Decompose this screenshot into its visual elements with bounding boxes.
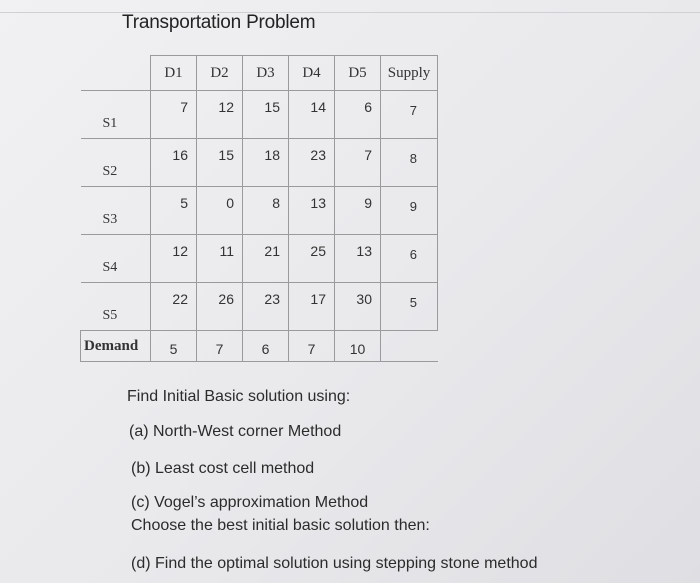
cost-cell: 23 [264,291,280,307]
cost-cell: 26 [218,291,234,307]
table-header-row [81,56,438,91]
cost-cell: 7 [180,99,188,115]
question-intro: Find Initial Basic solution using: [127,388,351,405]
question-b: (b) Least cost cell method [131,460,315,477]
cost-cell: 7 [364,147,372,163]
cost-cell: 15 [264,99,280,115]
column-header-d3: D3 [243,56,289,91]
cost-cell: 16 [172,147,188,163]
cost-cell: 30 [356,291,372,307]
row-label-s5: S5 [102,308,118,323]
supply-cell: 8 [409,151,417,166]
cost-cell: 25 [310,243,326,259]
page-title: Transportation Problem [122,12,316,33]
demand-row [81,331,438,362]
supply-cell: 7 [409,103,417,118]
cost-cell: 6 [364,99,372,115]
table-row [81,283,438,331]
question-a: (a) North-West corner Method [129,423,342,440]
supply-cell: 6 [409,247,417,262]
column-header-d4: D4 [289,56,335,91]
demand-cell: 5 [169,341,178,357]
demand-label: Demand [81,331,151,362]
row-label-s4: S4 [102,260,118,275]
table-corner [81,56,151,91]
cost-cell: 15 [218,147,234,163]
cost-cell: 18 [264,147,280,163]
cost-cell: 21 [264,243,280,259]
cost-cell: 22 [172,291,188,307]
column-header-d2: D2 [197,56,243,91]
table-row [81,187,438,235]
row-label-s2: S2 [102,164,118,179]
row-label-s3: S3 [102,212,118,227]
question-d: (d) Find the optimal solution using stepping stone method [131,555,538,572]
supply-cell: 9 [409,199,417,214]
cost-cell: 11 [219,243,234,259]
cost-cell: 9 [364,195,372,211]
table-row [81,91,438,139]
demand-cell: 7 [215,341,224,357]
demand-cell: 6 [261,341,270,357]
cost-cell: 8 [272,195,280,211]
demand-cell: 10 [349,341,366,357]
demand-blank-cell [381,331,438,362]
cost-cell: 17 [310,291,326,307]
cost-cell: 0 [226,195,234,211]
cost-cell: 14 [310,99,326,115]
cost-cell: 12 [172,243,188,259]
table-row [81,235,438,283]
table-row [81,139,438,187]
column-header-d5: D5 [335,56,381,91]
column-header-supply: Supply [381,56,438,91]
column-header-d1: D1 [151,56,197,91]
cost-cell: 12 [218,99,234,115]
transportation-table [80,55,438,362]
question-choose: Choose the best initial basic solution then: [131,517,430,534]
supply-cell: 5 [409,295,417,310]
question-c: (c) Vogel’s approximation Method [131,494,369,511]
demand-cell: 7 [307,341,316,357]
cost-cell: 5 [180,195,188,211]
cost-cell: 13 [356,243,372,259]
cost-cell: 23 [310,147,326,163]
page-edge [0,12,700,13]
row-label-s1: S1 [102,116,118,131]
cost-cell: 13 [310,195,326,211]
